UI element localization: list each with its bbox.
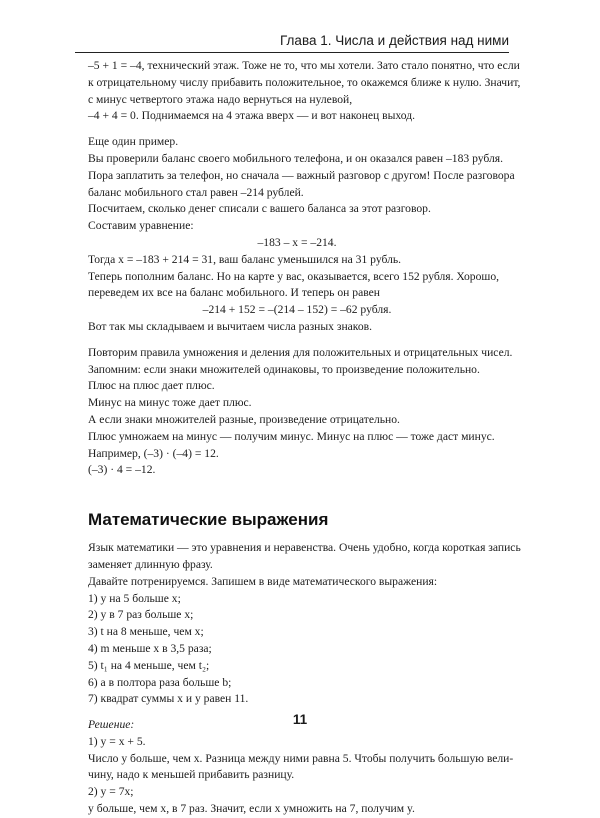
text-line: Вы проверили баланс своего мобильного телефона, и он оказался равен –183 рубля.	[88, 151, 503, 165]
text-line: Давайте потренируемся. Запишем в виде математического выражения:	[88, 574, 438, 588]
solution-line: Число y больше, чем x. Разница между ними равна 5. Чтобы получить большую вели-	[88, 751, 514, 765]
floor-example-block	[88, 58, 521, 125]
solution-label: Решение:	[88, 718, 135, 732]
exercise-item: 6) a в полтора раза больше b;	[88, 675, 232, 689]
text-line: А если знаки множителей разные, произведение отрицательно.	[88, 412, 400, 426]
equation: –214 + 152 = –(214 – 152) = –62 рубля.	[202, 303, 392, 317]
exercise-list	[88, 591, 506, 709]
text-line: Еще один пример.	[88, 135, 179, 149]
exercise-item: 3) t на 8 меньше, чем x;	[88, 625, 204, 639]
text-line: Запомним: если знаки множителей одинаковы, то произведение положительно.	[88, 362, 480, 376]
text-line: Посчитаем, сколько денег списали с вашего баланса за этот разговор.	[88, 202, 431, 216]
exercise-item: 5) t₁ на 4 меньше, чем t₂;	[88, 658, 210, 672]
exercise-item: 4) m меньше x в 3,5 раза;	[88, 641, 212, 655]
text-line: Плюс на плюс дает плюс.	[88, 379, 215, 393]
text-line: Минус на минус тоже дает плюс.	[88, 396, 252, 410]
solution-line: чину, надо к меньшей прибавить разницу.	[88, 768, 295, 782]
equation: –183 – x = –214.	[257, 235, 337, 249]
chapter-header: Глава 1. Числа и действия над ними	[280, 33, 509, 48]
exercise-item: 2) y в 7 раз больше x;	[88, 608, 194, 622]
text-line: заменяет длинную фразу.	[88, 557, 213, 571]
text-line: баланс мобильного стал равен –214 рублей.	[88, 185, 304, 199]
solution-block	[88, 717, 514, 818]
text-line: Повторим правила умножения и деления для положительных и отрицательных чисел.	[88, 345, 513, 359]
text-line: (–3) · 4 = –12.	[88, 463, 156, 477]
solution-line: y больше, чем x, в 7 раз. Значит, если x умножить на 7, получим y.	[88, 802, 415, 816]
page-number: 11	[292, 712, 308, 727]
page-content	[88, 58, 521, 818]
expressions-intro	[88, 540, 521, 590]
text-line: Пора заплатить за телефон, но сначала — важный разговор с другом! После разговора	[88, 168, 515, 182]
text-line: к отрицательному числу прибавить положительное, то окажемся ближе к нулю. Значит,	[88, 75, 521, 89]
section-heading: Математические выражения	[88, 510, 329, 530]
spacer	[88, 531, 506, 540]
text-line: Составим уравнение:	[88, 219, 194, 233]
exercise-item: 1) y на 5 больше x;	[88, 591, 181, 605]
spacer	[88, 479, 506, 509]
text-line: переведем их все на баланс мобильного. И теперь он равен	[88, 286, 380, 300]
spacer	[88, 125, 506, 134]
sign-rules-block	[88, 345, 513, 479]
text-line: с минус четвертого этажа надо вернуться на нулевой,	[88, 92, 353, 106]
text-line: –4 + 4 = 0. Поднимаемся на 4 этажа вверх — и вот наконец выход.	[88, 109, 416, 123]
text-line: Вот так мы складываем и вычитаем числа разных знаков.	[88, 319, 373, 333]
text-line: Теперь пополним баланс. Но на карте у вас, оказывается, всего 152 рубля. Хорошо,	[88, 269, 500, 283]
header-rule	[75, 52, 509, 53]
text-line: Например, (–3) · (–4) = 12.	[88, 446, 219, 460]
text-line: Тогда x = –183 + 214 = 31, ваш баланс уменьшился на 31 рубль.	[88, 252, 402, 266]
solution-line: 2) y = 7x;	[88, 785, 134, 799]
text-line: Плюс умножаем на минус — получим минус. Минус на плюс — тоже даст минус.	[88, 429, 495, 443]
solution-line: 1) y = x + 5.	[88, 734, 146, 748]
exercise-item: 7) квадрат суммы x и y равен 11.	[88, 692, 249, 706]
spacer	[88, 336, 506, 345]
text-line: –5 + 1 = –4, технический этаж. Тоже не то, что мы хотели. Зато стало понятно, что если	[88, 59, 520, 72]
text-line: Язык математики — это уравнения и неравенства. Очень удобно, когда короткая запись	[88, 541, 521, 555]
phone-balance-block	[88, 134, 515, 336]
